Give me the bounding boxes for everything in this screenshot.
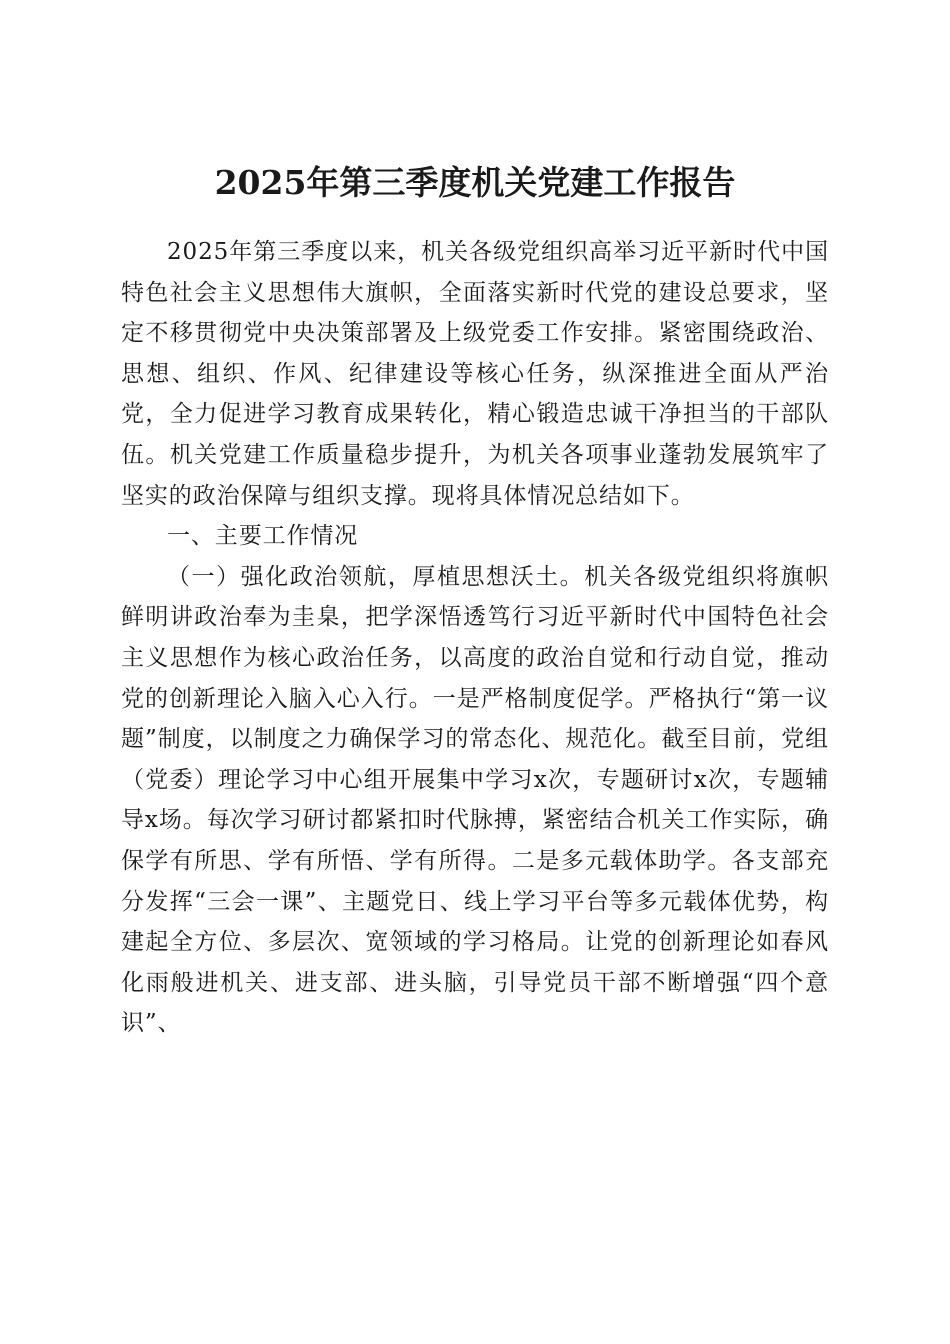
intro-paragraph: 2025年第三季度以来，机关各级党组织高举习近平新时代中国特色社会主义思想伟大旗帜，全面落实新时代党的建设总要求，坚定不移贯彻党中央决策部署及上级党委工作安排。紧密围绕政治、思想、组织、作风、纪律建设等核心任务，纵深推进全面从严治党，全力促进学习教育成果转化，精心锻造忠诚干净担当的干部队伍。机关党建工作质量稳步提升，为机关各项事业蓬勃发展筑牢了坚实的政治保障与组织支撑。现将具体情况总结如下。 bbox=[121, 239, 829, 509]
subsection-heading-political: （一）强化政治领航，厚植思想沃土。 bbox=[167, 563, 585, 590]
subsection-paragraph-political bbox=[121, 557, 829, 1044]
document-body bbox=[121, 232, 829, 1044]
document-title: 2025年第三季度机关党建工作报告 bbox=[214, 163, 736, 203]
section-heading-main-work: 一、主要工作情况 bbox=[167, 523, 359, 550]
subsection-body-political: 机关各级党组织将旗帜鲜明讲政治奉为圭臬，把学深悟透笃行习近平新时代中国特色社会主义思想作为核心政治任务，以高度的政治自觉和行动自觉，推动党的创新理论入脑入心入行。一是严格制度促学。严格执行“第一议题”制度，以制度之力确保学习的常态化、规范化。截至目前，党组（党委）理论学习中心组开展集中学习x次，专题研讨x次，专题辅导x场。每次学习研讨都紧扣时代脉搏，紧密结合机关工作实际，确保学有所思、学有所悟、学有所得。二是多元载体助学。各支部充分发挥“三会一课”、主题党日、线上学习平台等多元载体优势，构建起全方位、多层次、宽领域的学习格局。让党的创新理论如春风化雨般进机关、进支部、进头脑，引导党员干部不断增强“四个意识”、 bbox=[121, 563, 829, 1037]
